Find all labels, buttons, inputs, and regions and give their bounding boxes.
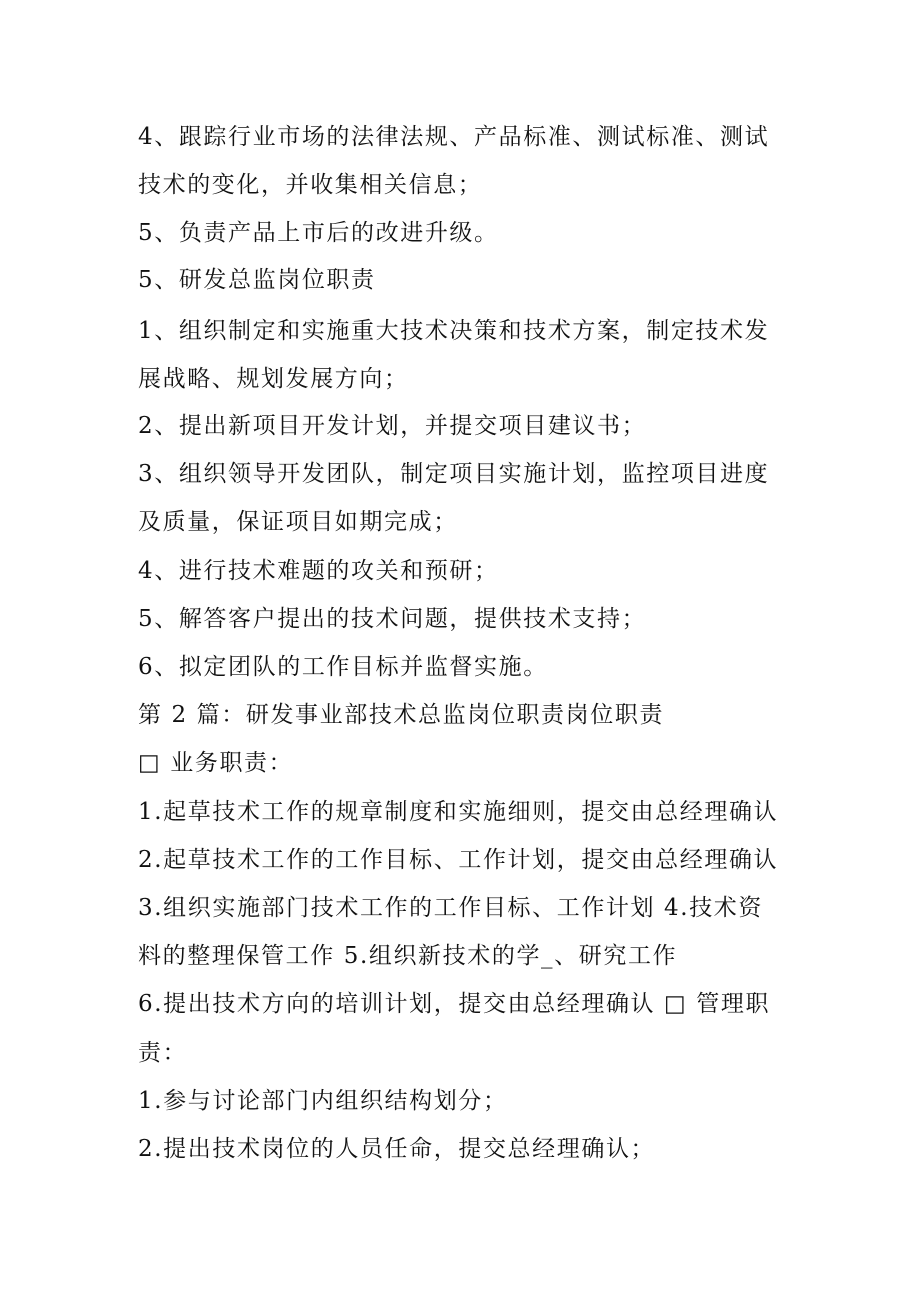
text-line: 6.提出技术方向的培训计划，提交由总经理确认 □ 管理职 bbox=[138, 991, 771, 1017]
text-line: 2.提出技术岗位的人员任命，提交总经理确认； bbox=[138, 1136, 656, 1162]
text-line: □ 业务职责： bbox=[138, 750, 294, 776]
text-line: 责： bbox=[138, 1040, 188, 1066]
section-heading: 5、研发总监岗位职责 bbox=[138, 267, 376, 293]
text-line: 2、提出新项目开发计划，并提交项目建议书； bbox=[138, 413, 647, 439]
text-line: 5、负责产品上市后的改进升级。 bbox=[138, 220, 499, 246]
text-line: 1、组织制定和实施重大技术决策和技术方案，制定技术发 bbox=[138, 318, 770, 344]
text-line: 3、组织领导开发团队，制定项目实施计划，监控项目进度 bbox=[138, 461, 770, 487]
text-line: 1.起草技术工作的规章制度和实施细则，提交由总经理确认 bbox=[138, 799, 779, 825]
text-line: 6、拟定团队的工作目标并监督实施。 bbox=[138, 654, 548, 680]
text-line: 4、进行技术难题的攻关和预研； bbox=[138, 558, 499, 584]
text-line: 技术的变化，并收集相关信息； bbox=[138, 172, 483, 198]
text-line: 及质量，保证项目如期完成； bbox=[138, 509, 458, 535]
section-heading: 第 2 篇：研发事业部技术总监岗位职责岗位职责 bbox=[138, 702, 665, 728]
text-line: 4、跟踪行业市场的法律法规、产品标准、测试标准、测试 bbox=[138, 124, 770, 150]
text-line: 展战略、规划发展方向； bbox=[138, 366, 409, 392]
text-line: 5、解答客户提出的技术问题，提供技术支持； bbox=[138, 606, 647, 632]
text-line: 2.起草技术工作的工作目标、工作计划，提交由总经理确认 bbox=[138, 847, 779, 873]
text-line: 3.组织实施部门技术工作的工作目标、工作计划 4.技术资 bbox=[138, 895, 763, 921]
text-line: 1.参与讨论部门内组织结构划分； bbox=[138, 1088, 508, 1114]
text-line: 料的整理保管工作 5.组织新技术的学_、研究工作 bbox=[138, 943, 678, 969]
